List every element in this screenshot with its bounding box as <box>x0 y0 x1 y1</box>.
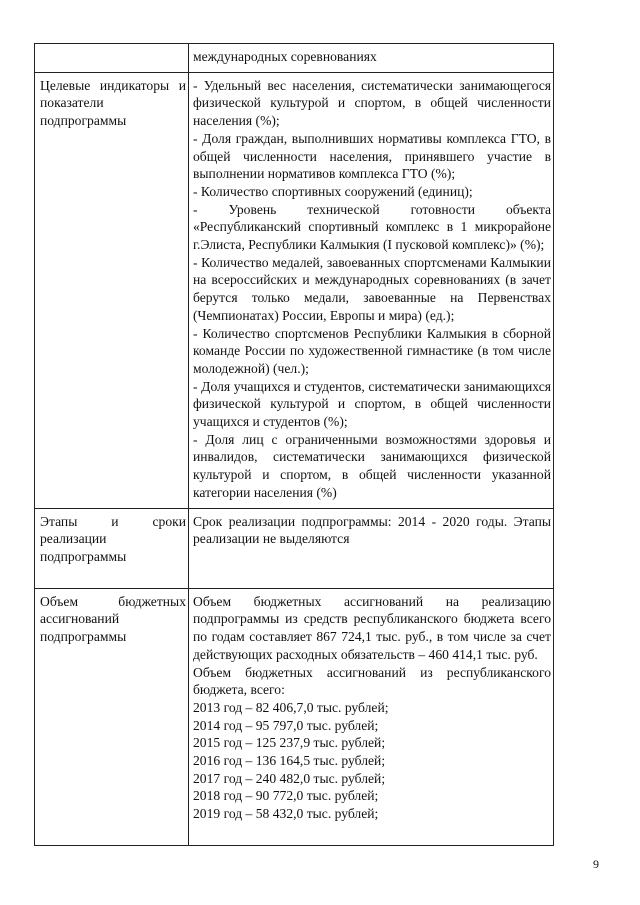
table-row <box>35 72 554 508</box>
budget-year-line: 2016 год – 136 164,5 тыс. рублей; <box>193 753 386 769</box>
indicator-item: - Количество медалей, завоеванных спортсменами Калмыкии на всероссийских и международных соревнованиях (в зачет берутся только медали, завоеванные на Первенствах (Чемпионатах) России, Европы и мира) (ед.); <box>193 254 551 323</box>
row2-label-cell <box>35 508 189 588</box>
row0-value-cell <box>189 44 554 73</box>
row2-value-cell <box>189 508 554 588</box>
budget-year-line: 2017 год – 240 482,0 тыс. рублей; <box>193 770 386 786</box>
passport-table <box>34 43 554 846</box>
row2-text: Срок реализации подпрограммы: 2014 - 2020 годы. Этапы реализации не выделяются <box>193 513 551 547</box>
row2-label: Этапы и сроки реализации подпрограммы <box>40 513 186 564</box>
indicator-item: - Уровень технической готовности объекта «Республиканский спортивный комплекс в 1 микрорайоне г.Элиста, Республики Калмыкия (I пусковой комплекс)» (%); <box>193 201 551 253</box>
indicator-item: - Удельный вес населения, систематически занимающегося физической культурой и спортом, в общей численности населения (%); <box>193 77 551 129</box>
row0-label-cell <box>35 44 189 73</box>
budget-paragraph: Объем бюджетных ассигнований из республиканского бюджета, всего: <box>193 664 551 698</box>
row3-label-cell <box>35 588 189 845</box>
budget-year-line: 2018 год – 90 772,0 тыс. рублей; <box>193 788 379 804</box>
budget-year-line: 2013 год – 82 406,7,0 тыс. рублей; <box>193 699 389 715</box>
row1-value-cell <box>189 72 554 508</box>
budget-year-line: 2014 год – 95 797,0 тыс. рублей; <box>193 717 379 733</box>
table-row <box>35 588 554 845</box>
indicator-item: - Количество спортивных сооружений (единиц); <box>193 183 473 199</box>
row1-label: Целевые индикаторы и показатели подпрограммы <box>40 77 186 129</box>
table-row <box>35 508 554 588</box>
budget-year-line: 2019 год – 58 432,0 тыс. рублей; <box>193 806 379 822</box>
indicator-item: - Доля лиц с ограниченными возможностями здоровья и инвалидов, систематически занимающихся физической культурой и спортом, в общей численности указанной категории населения (%) <box>193 431 551 500</box>
row1-label-cell <box>35 72 189 508</box>
page-number: 9 <box>593 857 599 871</box>
budget-year-line: 2015 год – 125 237,9 тыс. рублей; <box>193 735 386 751</box>
indicator-item: - Доля учащихся и студентов, систематически занимающихся физической культурой и спортом, в общей численности учащихся и студентов (%); <box>193 378 551 430</box>
indicator-item: - Доля граждан, выполнивших нормативы комплекса ГТО, в общей численности населения, принявшего участие в выполнении нормативов комплекса ГТО (%); <box>193 130 551 182</box>
row3-label: Объем бюджетных ассигнований подпрограммы <box>40 593 186 645</box>
table-row <box>35 44 554 73</box>
indicator-item: - Количество спортсменов Республики Калмыкия в сборной команде России по художественной гимнастике (в том числе молодежной) (чел.); <box>193 325 551 376</box>
row0-text: международных соревнованиях <box>193 49 377 64</box>
budget-paragraph: Объем бюджетных ассигнований на реализацию подпрограммы из средств республиканского бюджета всего по годам составляет 867 724,1 тыс. руб., в том числе за счет действующих расходных обязательств – 460 414,1 тыс. руб. <box>193 593 551 662</box>
row3-value-cell <box>189 588 554 845</box>
